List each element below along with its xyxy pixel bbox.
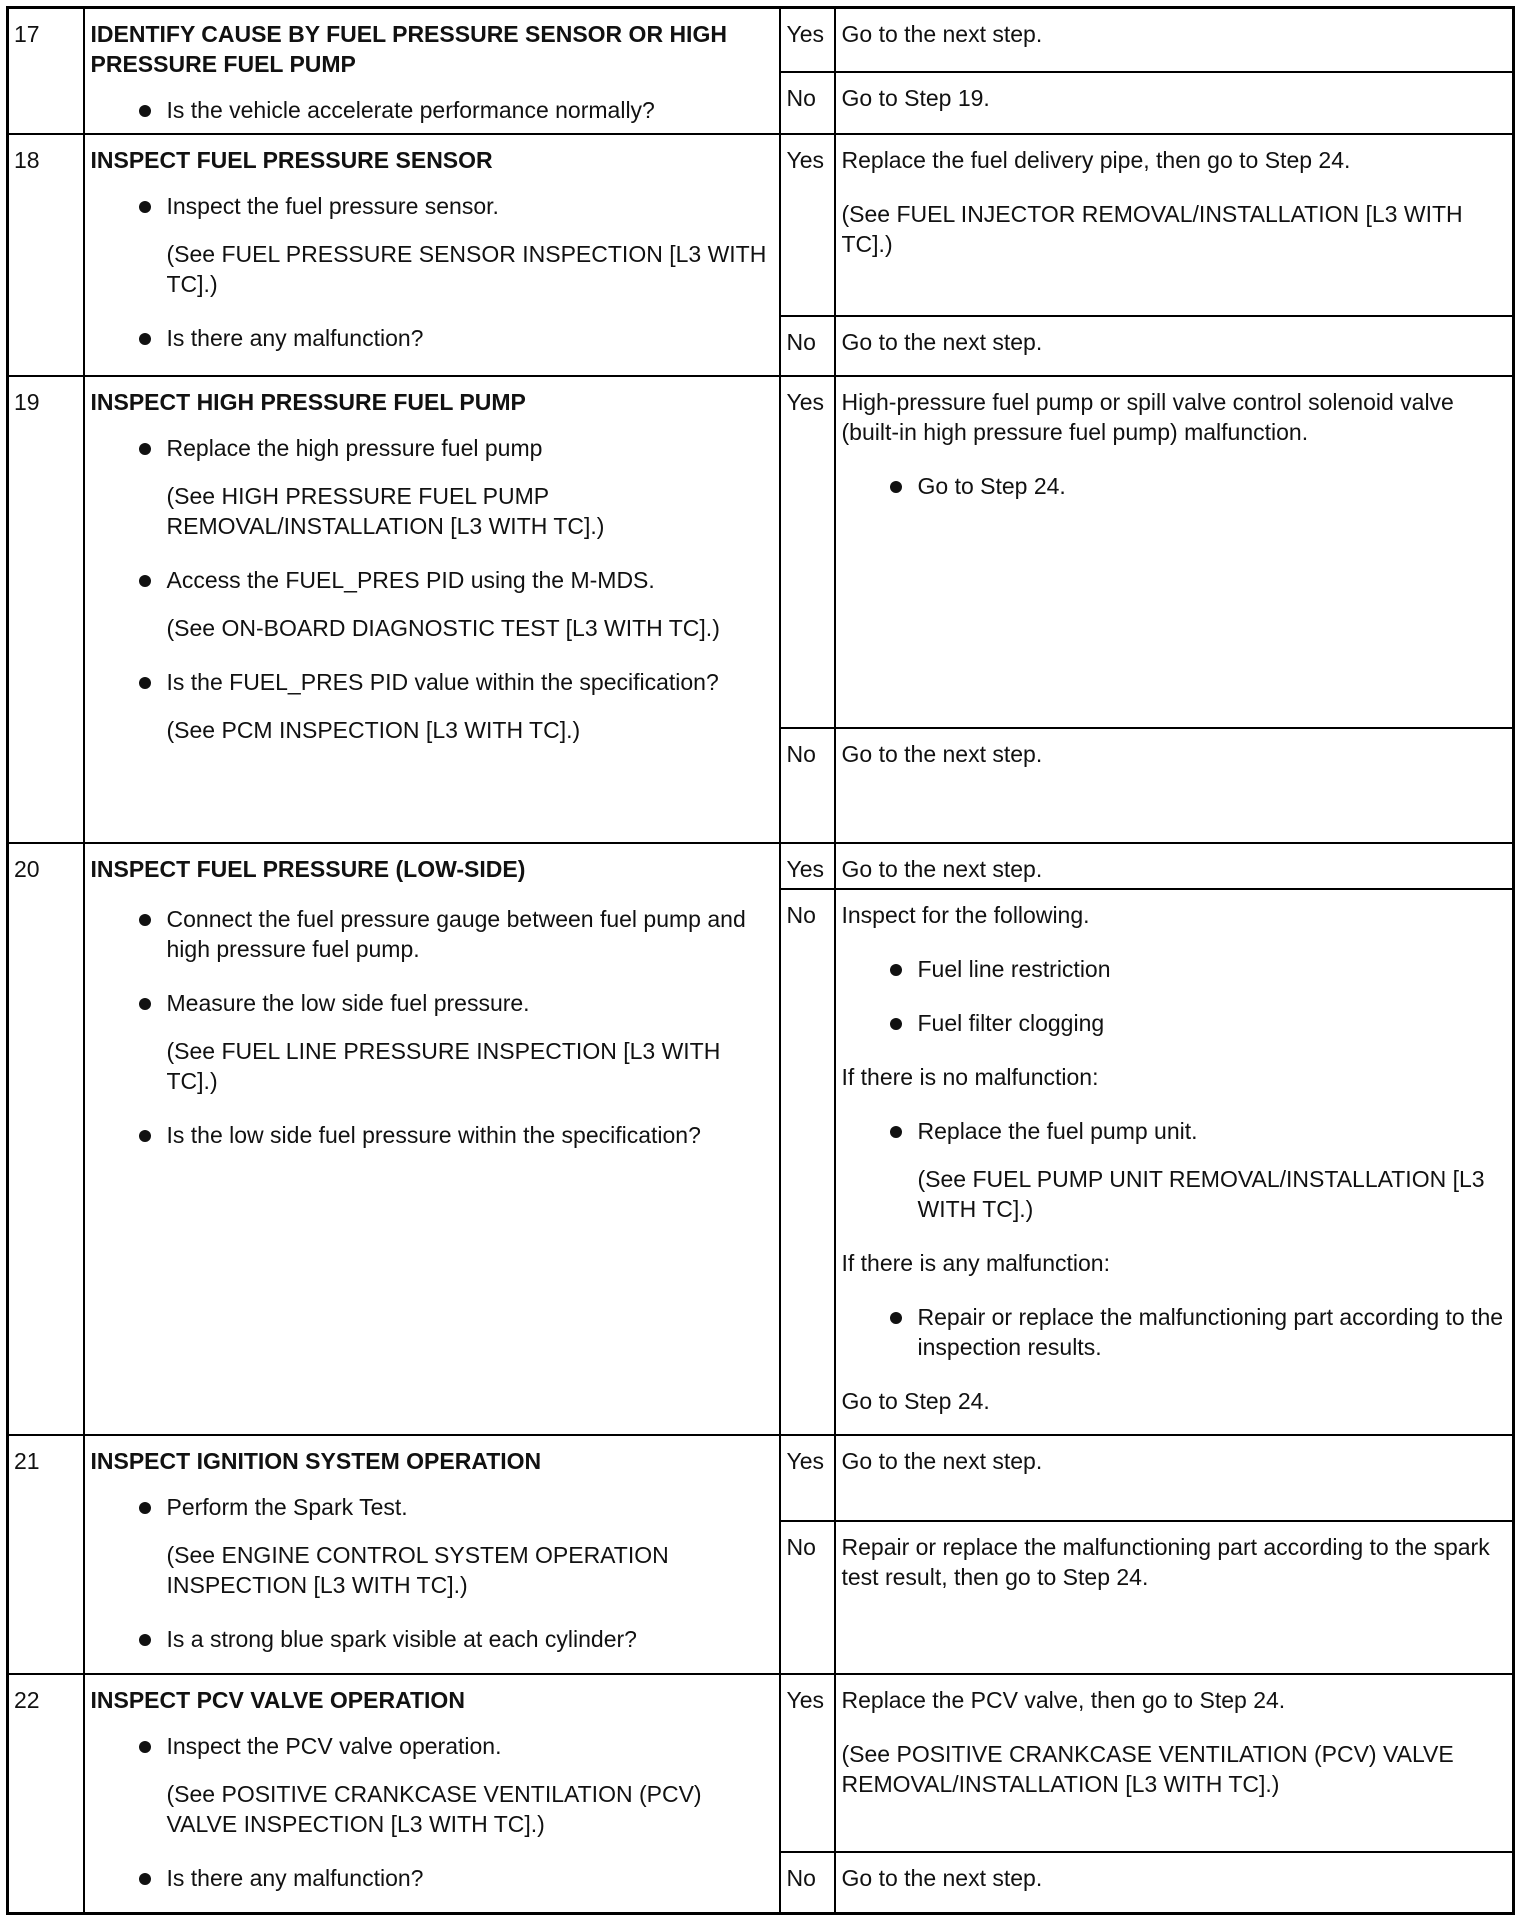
step-22-yes-row xyxy=(8,1674,1514,1852)
action-text: Repair or replace the malfunctioning part according to the spark test result, then go to Step 24. xyxy=(841,1533,1490,1590)
action-bullet: Repair or replace the malfunctioning part according to the inspection results. xyxy=(842,1302,1507,1362)
no-label: No xyxy=(780,72,835,134)
step-21-yes-row xyxy=(8,1435,1514,1521)
action-bullet: Go to Step 24. xyxy=(842,471,1507,501)
reference-note: (See POSITIVE CRANKCASE VENTILATION (PCV) VALVE INSPECTION [L3 WITH TC].) xyxy=(166,1780,702,1837)
no-action xyxy=(835,316,1514,376)
action-bullet: Fuel filter clogging xyxy=(842,1008,1507,1038)
no-label: No xyxy=(780,1852,835,1914)
step-17-yes-row xyxy=(8,8,1514,72)
procedure-bullet: Access the FUEL_PRES PID using the M-MDS. xyxy=(91,565,773,595)
step-19-yes-row xyxy=(8,376,1514,728)
action-text: Replace the fuel delivery pipe, then go to Step 24. xyxy=(841,146,1351,173)
action-text: Go to the next step. xyxy=(841,328,1043,355)
step-title: INSPECT FUEL PRESSURE SENSOR xyxy=(90,146,493,173)
step-procedure xyxy=(84,134,780,376)
step-18-yes-row xyxy=(8,134,1514,316)
step-procedure xyxy=(84,843,780,1435)
step-title: INSPECT FUEL PRESSURE (LOW-SIDE) xyxy=(90,855,526,882)
yes-action xyxy=(835,134,1514,316)
reference-note: (See FUEL INJECTOR REMOVAL/INSTALLATION [L3 WITH TC].) xyxy=(841,200,1463,257)
yes-label: Yes xyxy=(780,8,835,72)
action-text: Go to the next step. xyxy=(841,1447,1043,1474)
action-text: Inspect for the following. xyxy=(841,901,1090,928)
condition-text: If there is any malfunction: xyxy=(841,1249,1110,1276)
action-text: Go to Step 24. xyxy=(841,1387,990,1414)
no-action xyxy=(835,1521,1514,1674)
action-text: Go to Step 19. xyxy=(841,84,990,111)
procedure-bullet: Is there any malfunction? xyxy=(91,323,773,353)
step-title: IDENTIFY CAUSE BY FUEL PRESSURE SENSOR OR HIGH PRESSURE FUEL PUMP xyxy=(90,21,727,77)
procedure-bullet: Measure the low side fuel pressure. xyxy=(91,988,773,1018)
no-label: No xyxy=(780,728,835,843)
step-20-yes-row xyxy=(8,843,1514,889)
procedure-bullet: Is the low side fuel pressure within the specification? xyxy=(91,1120,773,1150)
no-action xyxy=(835,889,1514,1435)
procedure-bullet: Perform the Spark Test. xyxy=(91,1492,773,1522)
step-procedure xyxy=(84,376,780,843)
action-text: Replace the PCV valve, then go to Step 24. xyxy=(841,1686,1286,1713)
action-text: Go to the next step. xyxy=(841,740,1043,767)
procedure-bullet: Replace the high pressure fuel pump xyxy=(91,433,773,463)
procedure-bullet: Inspect the PCV valve operation. xyxy=(91,1731,773,1761)
reference-note: (See PCM INSPECTION [L3 WITH TC].) xyxy=(166,716,581,743)
reference-note: (See POSITIVE CRANKCASE VENTILATION (PCV) VALVE REMOVAL/INSTALLATION [L3 WITH TC].) xyxy=(841,1740,1454,1797)
step-procedure xyxy=(84,8,780,134)
step-number: 17 xyxy=(8,8,84,134)
action-bullet: Replace the fuel pump unit. xyxy=(842,1116,1507,1146)
step-number: 21 xyxy=(8,1435,84,1674)
step-title: INSPECT HIGH PRESSURE FUEL PUMP xyxy=(90,388,526,415)
reference-note: (See HIGH PRESSURE FUEL PUMP REMOVAL/INSTALLATION [L3 WITH TC].) xyxy=(166,482,605,539)
yes-label: Yes xyxy=(780,843,835,889)
step-number: 19 xyxy=(8,376,84,843)
yes-label: Yes xyxy=(780,1435,835,1521)
action-text: Go to the next step. xyxy=(841,21,1043,47)
reference-note: (See FUEL PRESSURE SENSOR INSPECTION [L3 WITH TC].) xyxy=(166,240,767,297)
yes-action xyxy=(835,843,1514,889)
step-number: 20 xyxy=(8,843,84,1435)
procedure-bullet: Is the FUEL_PRES PID value within the specification? xyxy=(91,667,773,697)
yes-action xyxy=(835,376,1514,728)
procedure-bullet: Connect the fuel pressure gauge between fuel pump and high pressure fuel pump. xyxy=(91,904,773,964)
no-label: No xyxy=(780,316,835,376)
procedure-bullet: Is the vehicle accelerate performance normally? xyxy=(91,95,773,125)
reference-note: (See ENGINE CONTROL SYSTEM OPERATION INSPECTION [L3 WITH TC].) xyxy=(166,1541,669,1598)
procedure-bullet: Inspect the fuel pressure sensor. xyxy=(91,191,773,221)
reference-note: (See FUEL PUMP UNIT REMOVAL/INSTALLATION [L3 WITH TC].) xyxy=(917,1165,1485,1222)
diagnostic-procedure-table xyxy=(6,6,1515,1915)
yes-action xyxy=(835,8,1514,72)
action-text: Go to the next step. xyxy=(841,1864,1043,1891)
yes-action xyxy=(835,1674,1514,1852)
step-title: INSPECT PCV VALVE OPERATION xyxy=(90,1686,465,1713)
no-label: No xyxy=(780,1521,835,1674)
no-action xyxy=(835,728,1514,843)
action-text: High-pressure fuel pump or spill valve control solenoid valve (built-in high pressure fuel pump) malfunction. xyxy=(841,388,1454,445)
procedure-bullet: Is there any malfunction? xyxy=(91,1863,773,1893)
action-text: Go to the next step. xyxy=(841,855,1043,882)
yes-label: Yes xyxy=(780,134,835,316)
no-action xyxy=(835,1852,1514,1914)
yes-label: Yes xyxy=(780,376,835,728)
step-number: 18 xyxy=(8,134,84,376)
no-label: No xyxy=(780,889,835,1435)
condition-text: If there is no malfunction: xyxy=(841,1063,1099,1090)
action-bullet: Fuel line restriction xyxy=(842,954,1507,984)
step-procedure xyxy=(84,1674,780,1914)
yes-label: Yes xyxy=(780,1674,835,1852)
yes-action xyxy=(835,1435,1514,1521)
step-number: 22 xyxy=(8,1674,84,1914)
reference-note: (See ON-BOARD DIAGNOSTIC TEST [L3 WITH TC].) xyxy=(166,614,720,641)
no-action xyxy=(835,72,1514,134)
step-procedure xyxy=(84,1435,780,1674)
procedure-bullet: Is a strong blue spark visible at each cylinder? xyxy=(91,1624,773,1654)
step-title: INSPECT IGNITION SYSTEM OPERATION xyxy=(90,1447,542,1474)
reference-note: (See FUEL LINE PRESSURE INSPECTION [L3 WITH TC].) xyxy=(166,1037,721,1094)
